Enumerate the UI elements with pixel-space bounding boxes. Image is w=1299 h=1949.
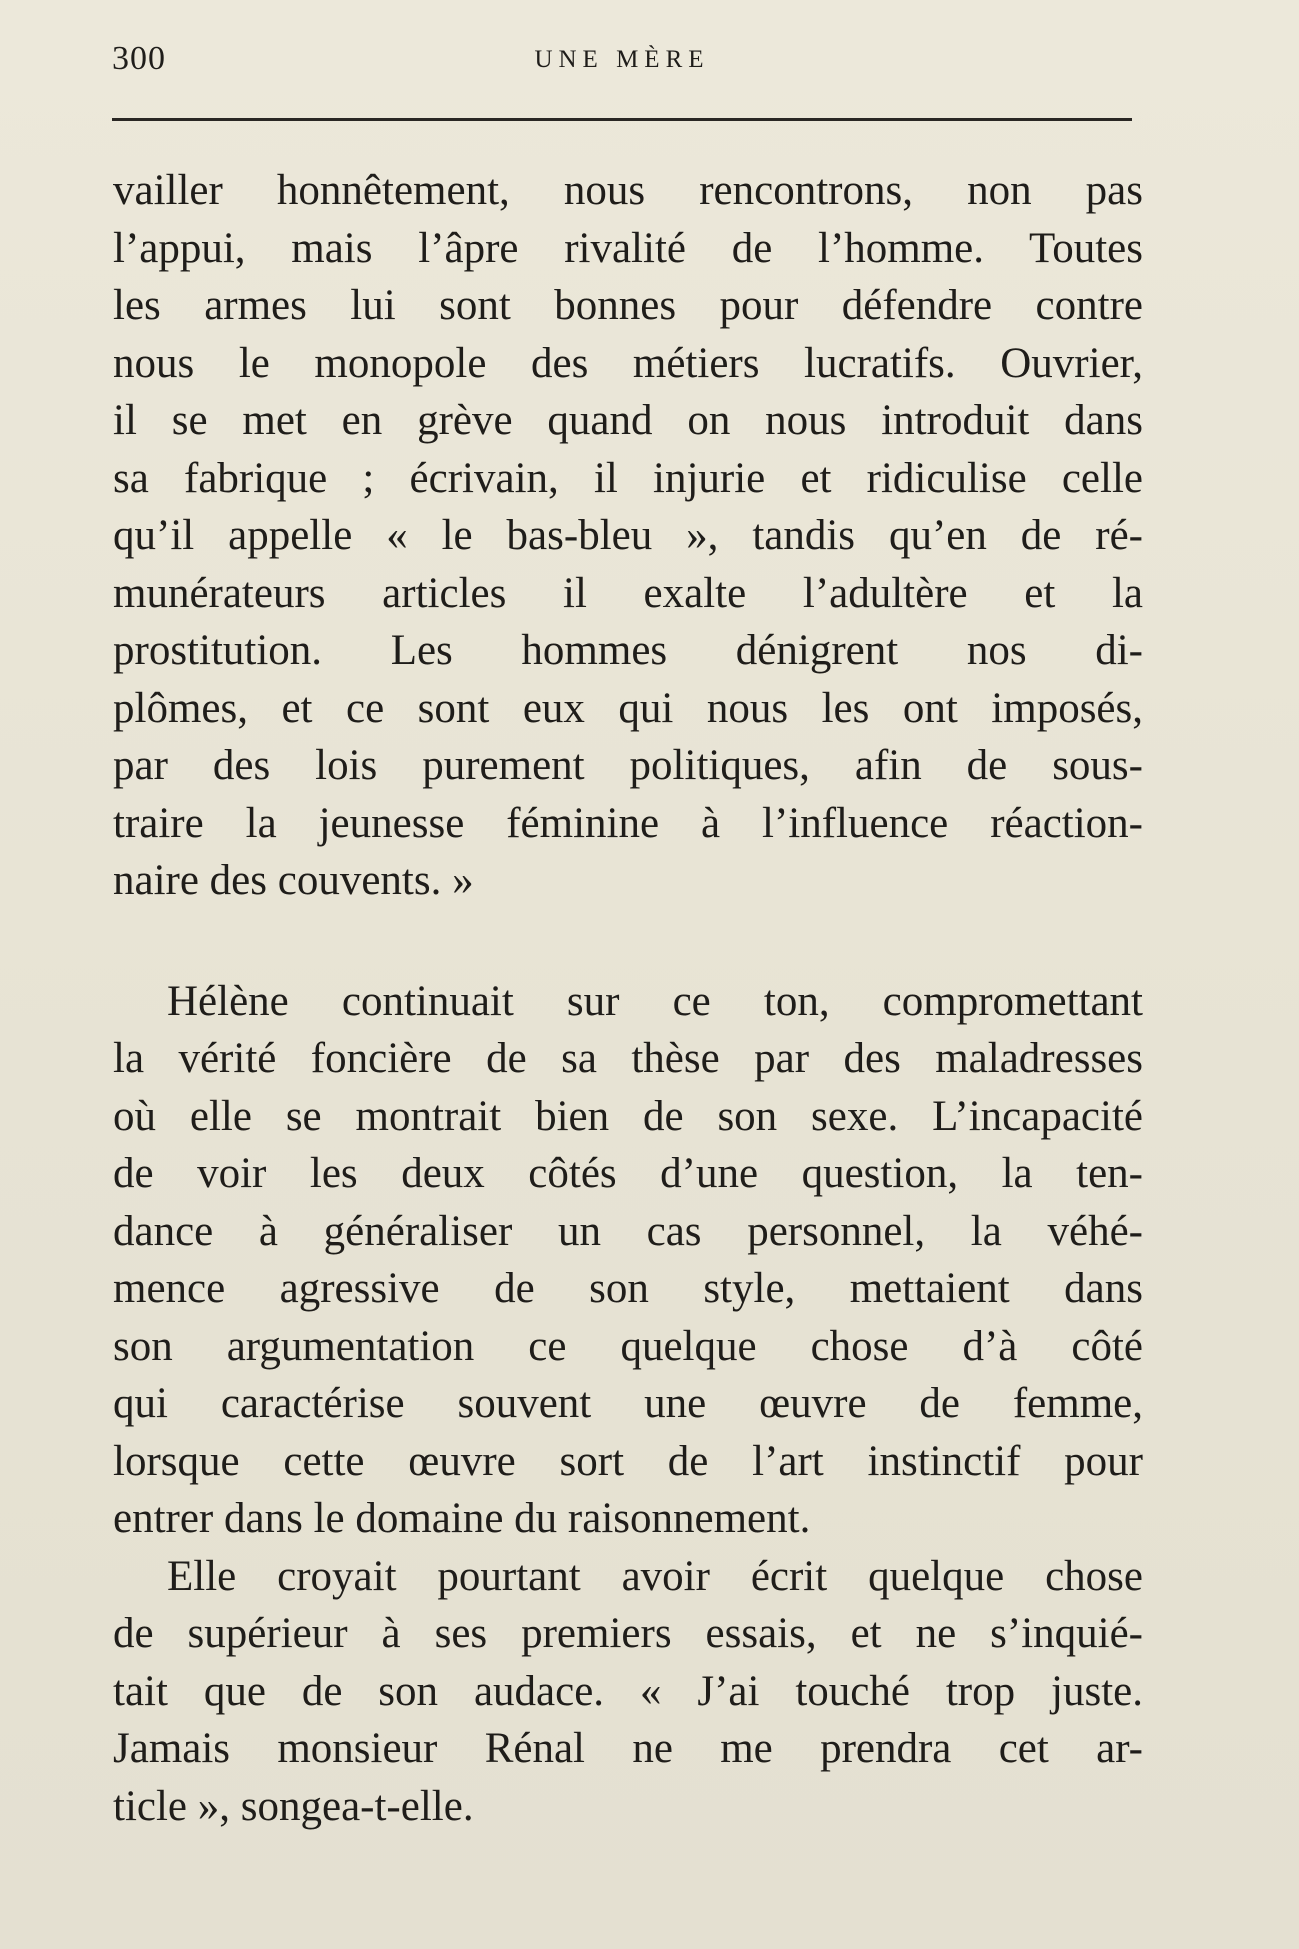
text-line: traire la jeunesse féminine à l’influence réaction- [113, 799, 1143, 847]
paragraph-3 [113, 1548, 1143, 1836]
text-line: de voir les deux côtés d’une question, la ten- [113, 1150, 1143, 1197]
page-number: 300 [112, 40, 166, 77]
text-line: prostitution. Les hommes dénigrent nos di- [113, 627, 1143, 674]
text-line: mence agressive de son style, mettaient dans [113, 1265, 1143, 1312]
text-line: sa fabrique ; écrivain, il injurie et ridiculise celle [113, 454, 1143, 502]
text-line: où elle se montrait bien de son sexe. L’incapacité [113, 1092, 1143, 1140]
text-line: de supérieur à ses premiers essais, et ne s’inquié- [113, 1610, 1143, 1657]
text-line: nous le monopole des métiers lucratifs. Ouvrier, [113, 339, 1143, 387]
text-line: plômes, et ce sont eux qui nous les ont imposés, [113, 684, 1143, 732]
running-title: UNE MÈRE [534, 46, 710, 73]
header-rule [112, 118, 1132, 121]
text-line: l’appui, mais l’âpre rivalité de l’homme. Toutes [113, 224, 1143, 272]
text-line: dance à généraliser un cas personnel, la véhé- [113, 1207, 1143, 1255]
body-text [113, 162, 1143, 1835]
text-line: les armes lui sont bonnes pour défendre contre [113, 282, 1143, 329]
text-line: vailler honnêtement, nous rencontrons, non pas [113, 167, 1143, 214]
running-head [112, 40, 1132, 90]
text-line: lorsque cette œuvre sort de l’art instinctif pour [113, 1437, 1143, 1485]
text-line: il se met en grève quand on nous introduit dans [113, 397, 1143, 444]
text-line: Elle croyait pourtant avoir écrit quelque chose [167, 1552, 1143, 1600]
text-line: la vérité foncière de sa thèse par des maladresses [113, 1035, 1143, 1082]
text-line: son argumentation ce quelque chose d’à côté [113, 1322, 1143, 1370]
text-line: par des lois purement politiques, afin de sous- [113, 742, 1143, 789]
text-line: qui caractérise souvent une œuvre de femme, [113, 1380, 1143, 1427]
text-line: tait que de son audace. « J’ai touché trop juste. [113, 1667, 1143, 1715]
text-line: ticle », songea-t-elle. [113, 1782, 474, 1830]
text-line: Jamais monsieur Rénal ne me prendra cet ar- [113, 1725, 1143, 1772]
paragraph-1 [113, 162, 1143, 910]
text-line: qu’il appelle « le bas-bleu », tandis qu’en de ré- [113, 512, 1143, 559]
text-line: naire des couvents. » [113, 857, 474, 904]
text-line: entrer dans le domaine du raisonnement. [113, 1495, 811, 1542]
paragraph-gap [113, 910, 1143, 973]
text-line: Hélène continuait sur ce ton, compromettant [167, 977, 1143, 1025]
text-line: munérateurs articles il exalte l’adultère et la [113, 569, 1143, 617]
paragraph-2 [113, 973, 1143, 1548]
